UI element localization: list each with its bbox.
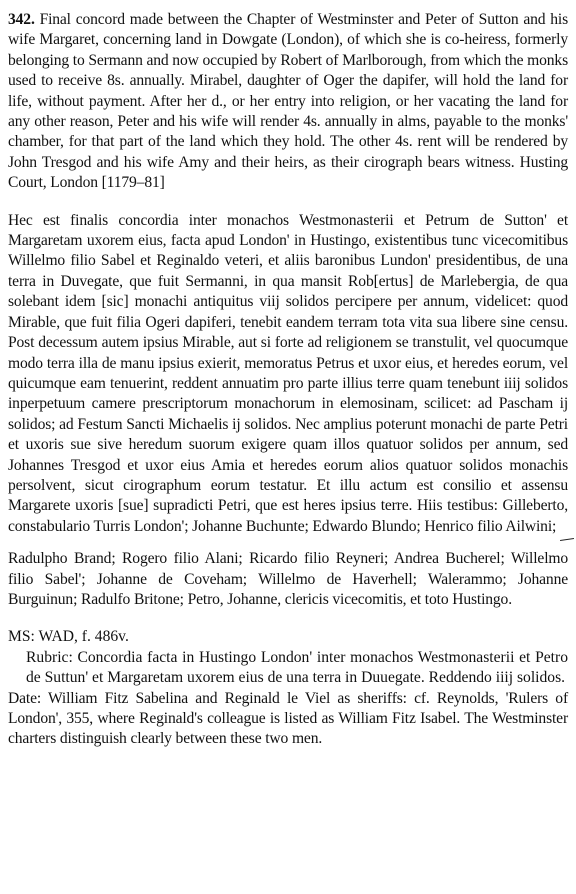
latin-text-part1: Hec est finalis concordia inter monachos Westmonasterii et Petrum de Sutton' et Margaretam uxorem eius, facta apud London' in Hustingo, existentibus tunc vicecomitibus Willelmo filio Sabel et Reginaldo veteri, et aliis baronibus Lundon' presidentibus, de una terra in Duvegate, que fuit Sermanni, in qua mansit Rob[ertus] de Marlebergia, de qua solebant idem [sic] monachi antiquitus viij solidos percipere per annum, videlicet: quod Mirable, que fuit filia Ogeri dapiferi, tenebit eandem terram tota vita sua libere sine censu. Post decessum autem ipsius Mirable, aut si forte ad religionem se transtulit, vel quocumque modo terra illa de manu ipsius exierit, memoratus Petrus et uxor eius, et heredes eorum, vel quicumque eam tenuerint, reddent annuatim pro parte illius terre quam tenebunt iiij solidos inperpetuum camere prescriptorum monachorum in elemosinam, scilicet: ad Pascham ij solidos; ad Festum Sancti Michaelis ij solidos. Nec amplius poterunt monachi de parte Petri et uxoris sue sive heredum suorum exigere quam illos quatuor solidos per annum, sed Johannes Tresgod et uxor eius Amia et heredes eorum alios quatuor solidos monachis persolvent, sicut cirographum eorum testatur. Et illu actum est consilio et assensu Margarete uxoris [sue] supradicti Petri, que est heres ipsius terre. Hiis testibus: Gilleberto, constabulario Turris London'; Johanne Buchunte; Edwardo Blundo; Henrico filio Ailwini;	[8, 211, 568, 535]
document-page	[8, 10, 568, 750]
latin-text-part2: Radulpho Brand; Rogero filio Alani; Ricardo filio Reyneri; Andrea Bucherel; Willelmo filio Sabel'; Johanne de Coveham; Willelmo de Haverhell; Walerammo; Johanne Burguinun; Radulfo Britone; Petro, Johanne, clericis vicecomitis, et toto Hustingo.	[8, 550, 568, 608]
entry-summary-text: Final concord made between the Chapter of Westminster and Peter of Sutton and his wife Margaret, concerning land in Dowgate (London), of which she is co-heiress, formerly belonging to Sermann and now occupied by Robert of Marlborough, from which the monks used to receive 8s. annually. Mirabel, daughter of Oger the dapifer, will hold the land for life, without payment. After her d., or her entry into religion, or her vacating the land for any other reason, Peter and his wife will render 4s. annually in alms, payable to the monks' chamber, for that part of the land which they hold. The other 4s. rent will be rendered by John Tresgod and his wife Amy and their heirs, as their cirograph bears witness. Husting Court, London [1179–81]	[8, 11, 569, 192]
ms-rubric: Rubric: Concordia facta in Hustingo London' inter monachos Westmonasterii et Petro de Suttun' et Margaretam uxorem eius de una terra in Duuegate. Reddendo iiij solidos.	[26, 648, 568, 687]
page-break-mark	[560, 538, 574, 541]
page-break	[8, 537, 568, 549]
date-note: Date: William Fitz Sabelina and Reginald le Viel as sheriffs: cf. Reynolds, 'Rulers of London', 355, where Reginald's colleague is listed as William Fitz Isabel. The Westminster charters distinguish clearly between these two men.	[8, 689, 568, 748]
entry-number: 342.	[8, 11, 35, 28]
ms-reference: MS: WAD, f. 486v.	[8, 628, 129, 646]
entry-summary	[8, 10, 568, 194]
